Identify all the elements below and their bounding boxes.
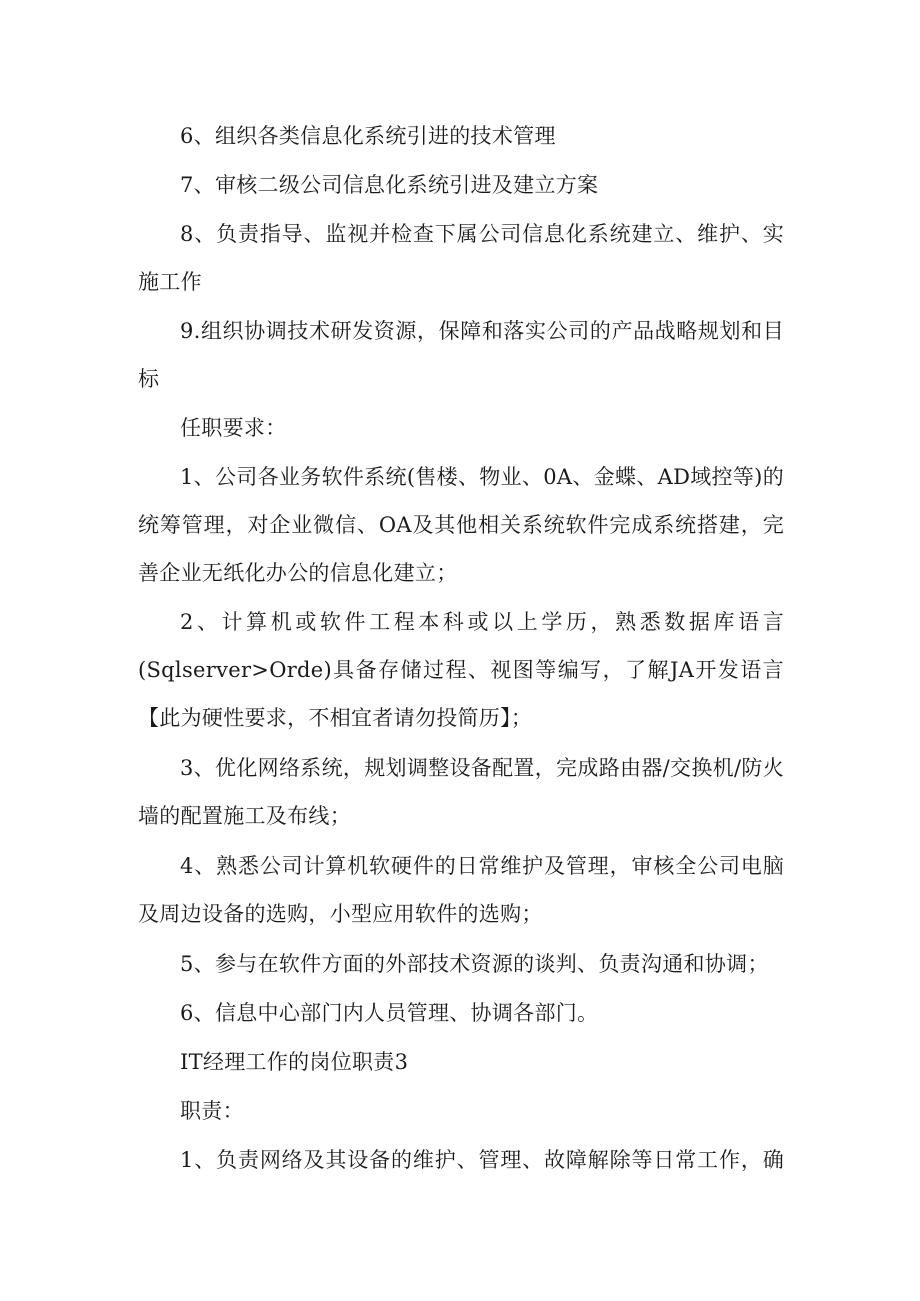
duty-item-6: 6、组织各类信息化系统引进的技术管理	[180, 124, 556, 148]
duties-heading: 职责：	[180, 1099, 244, 1123]
requirement-item-3: 3、优化网络系统，规划调整设备配置，完成路由器/交换机/防火墙的配置施工及布线；	[138, 756, 784, 828]
requirement-item-6: 6、信息中心部门内人员管理、协调各部门。	[180, 1001, 599, 1025]
duty-item-1: 1、负责网络及其设备的维护、管理、故障解除等日常工作，确	[180, 1148, 784, 1172]
requirement-item-2: 2、计算机或软件工程本科或以上学历，熟悉数据库语言(Sqlserver>Orde)具备存储过程、视图等编写，了解JA开发语言【此为硬性要求，不相宜者请勿投简历】；	[138, 610, 784, 730]
duty-item-8: 8、负责指导、监视并检查下属公司信息化系统建立、维护、实施工作	[138, 222, 784, 294]
requirement-item-4: 4、熟悉公司计算机软硬件的日常维护及管理，审核全公司电脑及周边设备的选购，小型应用软件的选购；	[138, 854, 784, 926]
duty-item-9: 9.组织协调技术研发资源，保障和落实公司的产品战略规划和目标	[138, 319, 784, 391]
requirements-heading: 任职要求：	[180, 416, 287, 440]
section-title: IT经理工作的岗位职责3	[180, 1050, 409, 1074]
requirement-item-1: 1、公司各业务软件系统(售楼、物业、0A、金蝶、AD域控等)的统筹管理，对企业微信、OA及其他相关系统软件完成系统搭建，完善企业无纸化办公的信息化建立；	[138, 465, 784, 585]
duty-item-7: 7、审核二级公司信息化系统引进及建立方案	[180, 173, 599, 197]
requirement-item-5: 5、参与在软件方面的外部技术资源的谈判、负责沟通和协调；	[180, 952, 769, 976]
